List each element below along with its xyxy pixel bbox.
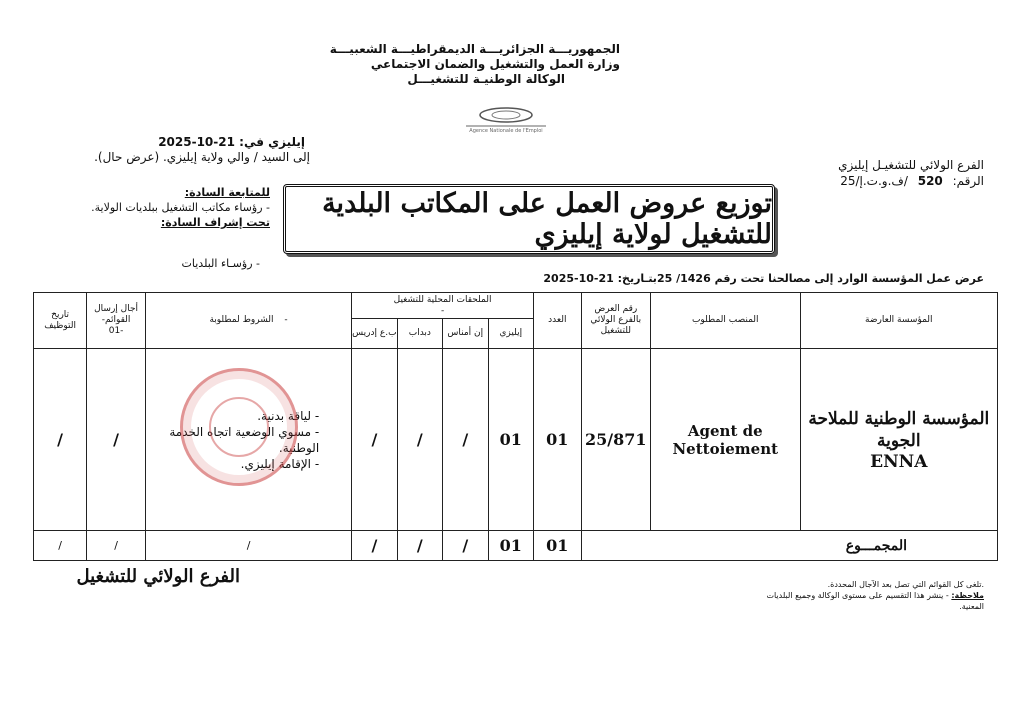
document-title (283, 184, 775, 254)
logo-caption: Agence Nationale de l'Emploi (469, 128, 543, 134)
branch-name: الفرع الولائي للتشغيـل إيليزي (838, 158, 984, 172)
ref-label: الرقم: (952, 174, 984, 188)
conditions-header-text: الشروط لمطلوبة (209, 315, 274, 325)
note-2-text: - ينشر هذا التقسيم على مستوى الوكالة وجميع البلديات المعنية. (766, 591, 984, 611)
position-header: المنصب المطلوب (650, 293, 800, 349)
note-1: .تلغى كل القوائم التي تصل بعد الآجال المحددة. (827, 580, 984, 589)
deadline-header-num: -01 (108, 326, 124, 336)
intro-line: عرض عمل المؤسسة الوارد إلى مصالحنا تحت رقم 1426/ 25بتـاريخ: 21-10-2025 (543, 272, 984, 285)
deadline-header (87, 293, 146, 349)
total-bordj: / (352, 531, 397, 561)
offer-number-header: رقم العرض بالفرع الولائي للتشغيل (581, 293, 650, 349)
total-row (34, 531, 998, 561)
header-line-2: وزارة العمل والتشغيل والضمان الاجتماعي (370, 57, 620, 71)
total-illizi: 01 (488, 531, 533, 561)
djanet-cell: / (397, 349, 442, 531)
follow-label: للمتابعة السادة: (184, 186, 270, 199)
header-line-1: الجمهوريـــة الجزائريـــة الديمقراطيـــة الشعبيـــة (329, 42, 620, 56)
condition-item: - لياقة بدنية. (146, 408, 319, 424)
condition-item: - الإقامة إيليزي. (146, 456, 319, 472)
footer-notes (744, 579, 984, 612)
hiring-date-cell: / (34, 349, 87, 531)
deadline-cell: / (87, 349, 146, 531)
institution-header: المؤسسة العارضة (800, 293, 997, 349)
djanet-header: دبداب (397, 319, 442, 349)
total-label: المجمـــوع (581, 531, 997, 561)
count-header: العدد (533, 293, 581, 349)
in-amenas-cell: / (443, 349, 488, 531)
total-deadline: / (87, 531, 146, 561)
ref-code: /ف.و.ت.إ/25 (840, 174, 908, 188)
date-block (60, 135, 310, 165)
to-line: إلى السيد / والي ولاية إيليزي. (عرض حال). (94, 150, 310, 164)
annexes-group-header (352, 293, 534, 319)
in-amenas-header: إن أمناس (443, 319, 488, 349)
total-djanet: / (397, 531, 442, 561)
illizi-cell: 01 (488, 349, 533, 531)
condition-item: - مسوي الوضعية اتجاه الخدمة الوطنية. (146, 424, 319, 456)
conditions-header-dash: - (284, 315, 288, 325)
bordj-cell: / (352, 349, 397, 531)
institution-name: المؤسسة الوطنية للملاحة الجوية (808, 408, 990, 451)
hiring-date-header: تاريخ التوظيف (34, 293, 87, 349)
annexes-group-dash: - (440, 305, 445, 316)
total-count: 01 (533, 531, 581, 561)
count-cell: 01 (533, 349, 581, 531)
bordj-header: ب.ع إدريس (352, 319, 397, 349)
follow-item: - رؤساء مكاتب التشغيل ببلديات الولاية. (91, 201, 270, 214)
mayors-line: - رؤسـاء البلديات (181, 257, 260, 270)
ref-number: 520 (917, 174, 943, 188)
supervision-label: تحت إشراف السادة: (160, 216, 270, 229)
offer-number-cell: 25/871 (581, 349, 650, 531)
stamp-inner-ring (209, 397, 269, 457)
anem-logo (458, 104, 554, 138)
offers-table (33, 292, 998, 561)
offer-row (34, 349, 998, 531)
reference-line (784, 173, 984, 189)
annexes-group-text: الملحقات المحلية للتشغيل (393, 294, 492, 305)
title-text: توزيع عروض العمل على المكاتب البلدية للتشغيل لولاية إيليزي (322, 188, 772, 250)
deadline-header-text: أجال إرسال القوائم- (94, 304, 139, 325)
position-cell: Agent de Nettoiement (650, 349, 800, 531)
header-line-3: الوكالة الوطنيـة للتشغيـــل (407, 72, 565, 86)
institution-code: ENNA (870, 451, 928, 472)
illizi-header: إيليزي (488, 319, 533, 349)
date-line: إيليزي في: 21-10-2025 (158, 135, 305, 149)
followup-block (60, 185, 270, 230)
republic-header (320, 42, 620, 87)
total-hiring-date: / (34, 531, 87, 561)
note-2 (744, 590, 984, 612)
total-in-amenas: / (443, 531, 488, 561)
note-2-label: ملاحظة: (951, 591, 984, 600)
official-stamp (180, 368, 298, 486)
signature: الفرع الولائي للتشغيل (76, 566, 240, 587)
conditions-header (145, 293, 351, 349)
total-conditions: / (145, 531, 351, 561)
institution-cell (800, 349, 997, 531)
header-row-1 (34, 293, 998, 319)
branch-block (784, 157, 984, 189)
